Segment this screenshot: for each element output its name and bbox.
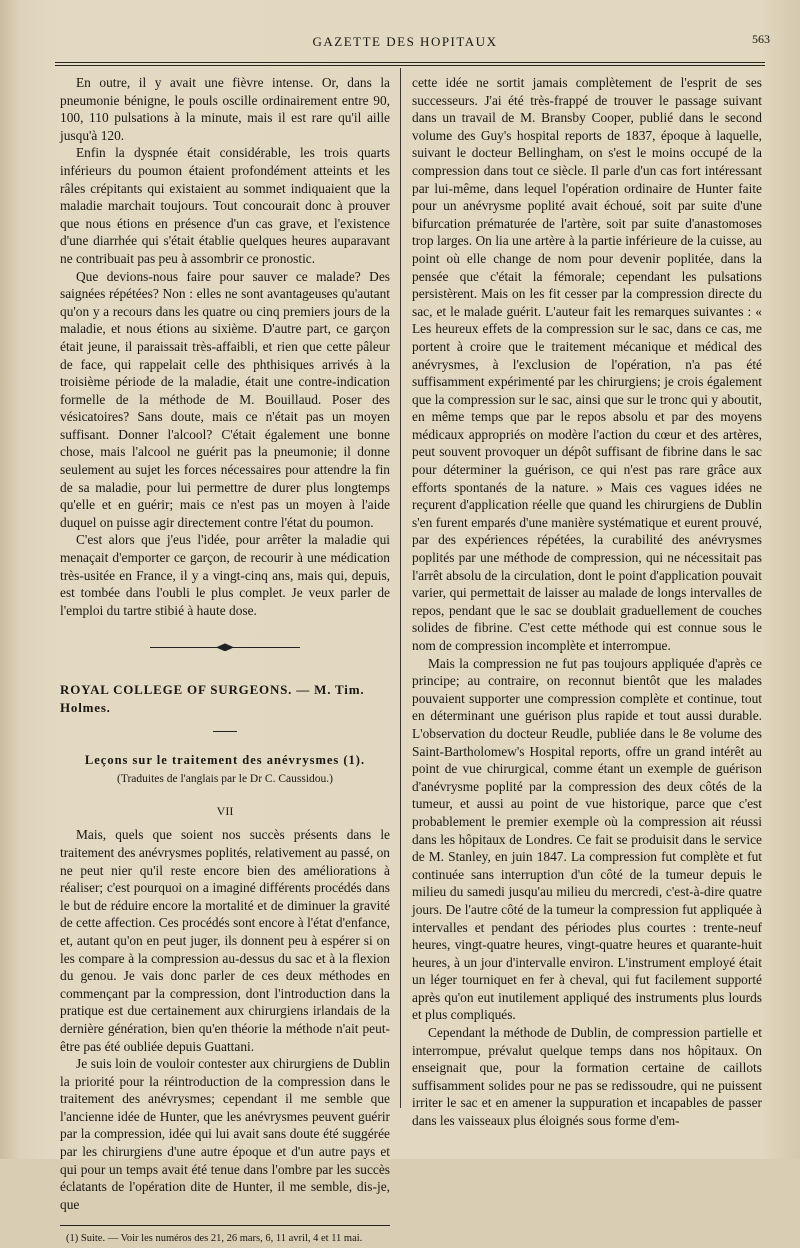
chapter-number: VII [216,803,234,818]
paragraph: cette idée ne sortit jamais complètement de l'esprit de ses successeurs. J'ai été très-frappé de trouver le passage suivant dans un travail de M. Bransby Cooper, publié dans le second volume des Guy's hospital reports de 1837, époque à laquelle, suivant le docteur Bellingham, on s'est le moins occupé de la compression dans tout ce siècle. Il parle d'un cas fort intéressant par lui-même, dans lequel l'opération ordinaire de Hunter faite pour un anévrysme poplité avait échoué, soit par suite d'une bifurcation prématurée de l'artère, soit par suite d'anastomoses trop larges. On lia une artère à la partie inférieure de la cuisse, au point où elle change de nom pour devenir poplitée, dans la pensée que c'était la fémorale; cependant les pulsations persistèrent. Mais on les fit cesser par la compression directe du sac, et le malade guérit. L'auteur fait les remarques suivantes : « Les heureux effets de la compression sur le sac, dans ce cas, me portent à croire que le traitement mécanique et médical des anévrysmes, à l'exclusion de l'opération, n'a pas été suffisamment expérimenté par les chirurgiens; je crois également que la compression sur le sac, ainsi que sur le tronc qui y aboutit, en même temps que par le repos absolu et par des moyens médicaux appropriés on modère l'action du cœur et des artères, peut souvent provoquer un dépôt suffisant de fibrine dans le sac pour déterminer la guérison, ce qui n'est pas rare grâce aux efforts spontanés de la nature. » Mais ces vagues idées ne reçurent d'application réelle que quand les chirurgiens de Dublin s'en furent emparés d'une manière systématique et eurent prouvé, par des expériences répétées, la curabilité des anévrysmes poplités par une méthode de compression, qui ne nécessitait pas l'arrêt absolu de la circulation, dont le point d'application pouvait varier, qui permettait de laisser au malade de longs intervalles de repos, pendant que le sac se doublait graduellement de couches solides de fibrine. C'est cette méthode qui est connue sous le nom de compression incomplète et interrompue. [412,75,762,653]
paragraph: Mais, quels que soient nos succès présents dans le traitement des anévrysmes poplités, relativement au passé, on ne peut nier qu'il reste encore bien des améliorations à réaliser; c'est pourquoi on a imaginé différents procédés dans le but de réduire encore la mortalité et de diminuer la gravité de cette affection. Ces procédés sont encore à l'état d'enfance, et, autant qu'on en peut juger, ils donnent peu à espérer si on les compare à la compression au-dessus du sac et à la flexion du genou. Je vais donc parler de ces deux méthodes en commençant par la compression, dont l'introduction dans la pratique est due certainement aux chirurgiens irlandais de la dernière génération, bien qu'en théorie la méthode n'ait peut-être pas été oubliée depuis Guattani. [60,827,390,1054]
translator-credit: (Traduites de l'anglais par le Dr C. Caussidou.) [117,773,333,786]
paragraph: Mais la compression ne fut pas toujours appliquée d'après ce principe; au contraire, on reconnut bientôt que les malades pouvaient supporter une compression complète et continue, tout en déterminant une guérison plus rapide et tout aussi durable. L'observation du docteur Reudle, publiée dans le 8e volume des Saint-Bartholomew's Hospital reports, offre un grand intérêt au point de vue chirurgical, comme étant un exemple de guérison d'anévrysme poplité par la compression des deux côtés de la tumeur, et aussi au point de vue historique, parce que c'est probablement le premier exemple où la compression ait réussi dans les hôpitaux de Londres. Ce fait se produisit dans le service de M. Stanley, en juin 1847. La compression fut complète et fut continuée sans interruption d'un côté de la tumeur depuis le milieu du samedi jusqu'au milieu du mercredi, c'est-à-dire quatre jours. De l'autre côté de la tumeur la compression fut appliquée à intervalles et pendant des périodes plus courtes : trente-neuf heures, vingt-quatre heures, vingt-quatre heures et quarante-huit heures, à un jour d'intervalle environ. L'instrument employé était un léger tourniquet en fer à cheval, qui fut facilement supporté après qu'on eut inutilement appliqué des instruments plus lourds et plus compliqués. [412,655,762,1023]
paragraph: C'est alors que j'eus l'idée, pour arrêter la maladie qui menaçait d'emporter ce garçon, de recourir à une médication très-usitée en France, il y a vingt-cinq ans, mais qui, depuis, est tombée dans l'oubli le plus complet. Je veux parler de l'emploi du tartre stibié à haute dose. [60,532,390,618]
right-column [412,74,762,1130]
left-column [60,74,390,1248]
page-header [40,30,770,60]
paragraph: En outre, il y avait une fièvre intense. Or, dans la pneumonie bénigne, le pouls oscille ordinairement entre 90, 100, 110 pulsations à la minute, mais il est rare qu'il aille jusqu'à 120. [60,75,390,143]
section-heading: ROYAL COLLEGE OF SURGEONS. — M. Tim. Holmes. [60,682,365,715]
page-number: 563 [752,32,770,46]
footnote-rule [60,1225,390,1226]
ornament-diamond [216,643,234,651]
paragraph: Que devions-nous faire pour sauver ce malade? Des saignées répétées? Non : elles ne sont avantageuses qu'autant qu'on y a recours dans les quatre ou cinq premiers jours de la maladie, et nous étions au sixième. D'autre part, ce garçon était jeune, il paraissait très-affaibli, et rien que cette pâleur de face, qui rappelait celle des phthisiques arrivés à la troisième période de la maladie, était une contre-indication formelle de la méthode de M. Bouillaud. Poser des vésicatoires? Sans doute, mais ce n'était pas un moyen suffisant. Donner l'alcool? C'était également une bonne chose, mais l'alcool ne guérit pas la pneumonie; il donne seulement au sujet les forces nécessaires pour attendre la fin de sa maladie, pour lui permettre de durer plus longtemps qu'elle et en guérir; mais ce n'est pas un moyen à l'aide duquel on puisse agir directement contre l'état du poumon. [60,268,390,530]
ornamental-divider [150,643,300,651]
column-divider [400,68,401,1108]
running-title: GAZETTE DES HOPITAUX [312,34,498,49]
footnote: (1) Suite. — Voir les numéros des 21, 26 mars, 6, 11 avril, 4 et 11 mai. [66,1233,363,1245]
paragraph: Cependant la méthode de Dublin, de compression partielle et interrompue, prévalut quelque temps dans nos hôpitaux. On enseignait que, pour la formation certaine de caillots suffisamment solides pour ne pas se redissoudre, qui ne puissent irriter le sac et en amener la suppuration et incapables de passer dans les vaisseaux plus éloignés sous forme d'em- [412,1025,762,1129]
lecture-title: Leçons sur le traitement des anévrysmes (1). [84,752,366,767]
header-rule [55,62,765,66]
short-rule [213,731,237,732]
paragraph: Enfin la dyspnée était considérable, les trois quarts inférieurs du poumon étaient profondément atteints et les râles crépitants qui existaient au sommet indiquaient que la maladie marchait toujours. Tout concourait donc à prouver que nous étions en présence d'un cas grave, et l'existence d'une diarrhée qui s'était établie quelques heures auparavant ne contribuait pas peu à assombrir ce pronostic. [60,145,390,266]
paragraph: Je suis loin de vouloir contester aux chirurgiens de Dublin la priorité pour la réintroduction de la compression dans le traitement des anévrysmes; cependant il me semble que l'ancienne idée de Hunter, que les anévrysmes peuvent guérir par la compression, idée qui lui avait sans doute été suggérée par les chirurgiens d'une autre époque et d'un autre pays et qui pour un temps avait été tenue dans l'ombre par les succès éclatants de l'opération dite de Hunter, il me semble, dis-je, que [60,1056,390,1212]
